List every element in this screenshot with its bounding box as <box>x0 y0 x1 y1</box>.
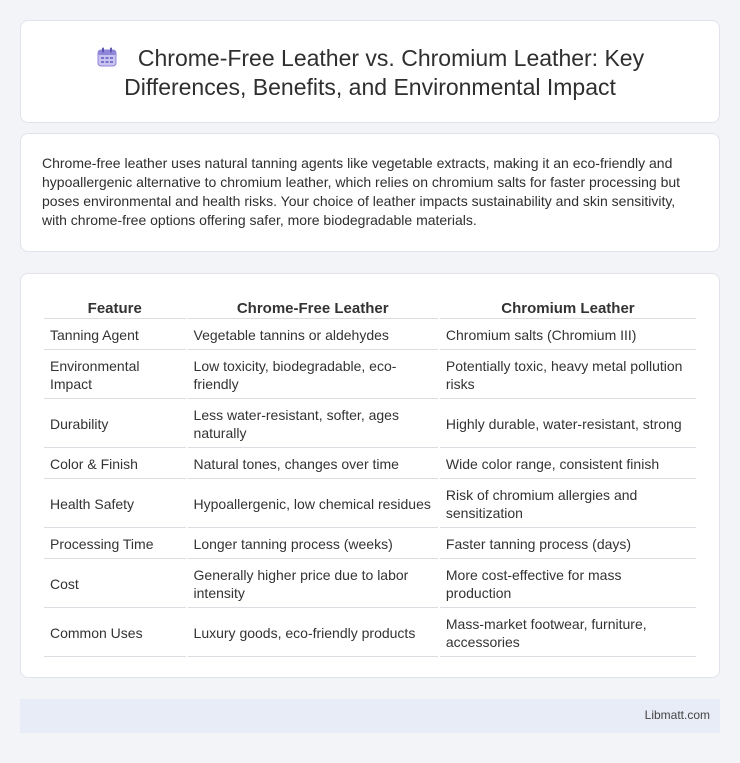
title-line-1: Chrome-Free Leather vs. Chromium Leather: Key <box>137 45 645 71</box>
chromium-cell: Wide color range, consistent finish <box>440 450 696 479</box>
chromium-cell: Potentially toxic, heavy metal pollution risks <box>440 352 696 399</box>
chrome-free-cell: Longer tanning process (weeks) <box>188 530 438 559</box>
footer-brand: Libmatt.com <box>644 708 710 722</box>
chrome-free-cell: Low toxicity, biodegradable, eco-friendly <box>188 352 438 399</box>
chromium-cell: Highly durable, water-resistant, strong <box>440 401 696 448</box>
intro-text: Chrome-free leather uses natural tanning agents like vegetable extracts, making it an eco-friendly and hypoallergenic alternative to chromium leather, which relies on chromium salts for faster processing but poses environmental and health risks. Your choice of leather impacts sustainability and skin sensitivity, with chrome-free options offering safer, more biodegradable materials. <box>42 155 681 228</box>
chrome-free-cell: Luxury goods, eco-friendly products <box>188 610 438 657</box>
chrome-free-cell: Less water-resistant, softer, ages naturally <box>188 401 438 448</box>
chromium-cell: Mass-market footwear, furniture, accessories <box>440 610 696 657</box>
column-header: Feature <box>44 295 186 319</box>
table-row <box>44 610 696 657</box>
table-row <box>44 321 696 350</box>
feature-cell: Tanning Agent <box>44 321 186 350</box>
page-title <box>21 44 719 102</box>
table-header-row <box>44 295 696 319</box>
chromium-cell: Risk of chromium allergies and sensitization <box>440 481 696 528</box>
feature-cell: Environmental Impact <box>44 352 186 399</box>
table-row <box>44 401 696 448</box>
chrome-free-cell: Vegetable tannins or aldehydes <box>188 321 438 350</box>
chrome-free-cell: Hypoallergenic, low chemical residues <box>188 481 438 528</box>
title-line-2: Differences, Benefits, and Environmental Impact <box>124 74 616 100</box>
chrome-free-cell: Generally higher price due to labor intensity <box>188 561 438 608</box>
comparison-table <box>42 293 698 659</box>
feature-cell: Color & Finish <box>44 450 186 479</box>
feature-cell: Processing Time <box>44 530 186 559</box>
table-row <box>44 450 696 479</box>
feature-cell: Durability <box>44 401 186 448</box>
table-row <box>44 530 696 559</box>
footer-bar <box>20 699 720 733</box>
chromium-cell: Chromium salts (Chromium III) <box>440 321 696 350</box>
column-header: Chrome-Free Leather <box>188 295 438 319</box>
comparison-card <box>20 273 720 678</box>
chrome-free-cell: Natural tones, changes over time <box>188 450 438 479</box>
feature-cell: Common Uses <box>44 610 186 657</box>
table-row <box>44 481 696 528</box>
chromium-cell: Faster tanning process (days) <box>440 530 696 559</box>
table-row <box>44 561 696 608</box>
intro-card <box>20 133 720 252</box>
title-card <box>20 20 720 123</box>
feature-cell: Health Safety <box>44 481 186 528</box>
chromium-cell: More cost-effective for mass production <box>440 561 696 608</box>
calendar-icon <box>96 46 118 68</box>
feature-cell: Cost <box>44 561 186 608</box>
table-row <box>44 352 696 399</box>
column-header: Chromium Leather <box>440 295 696 319</box>
